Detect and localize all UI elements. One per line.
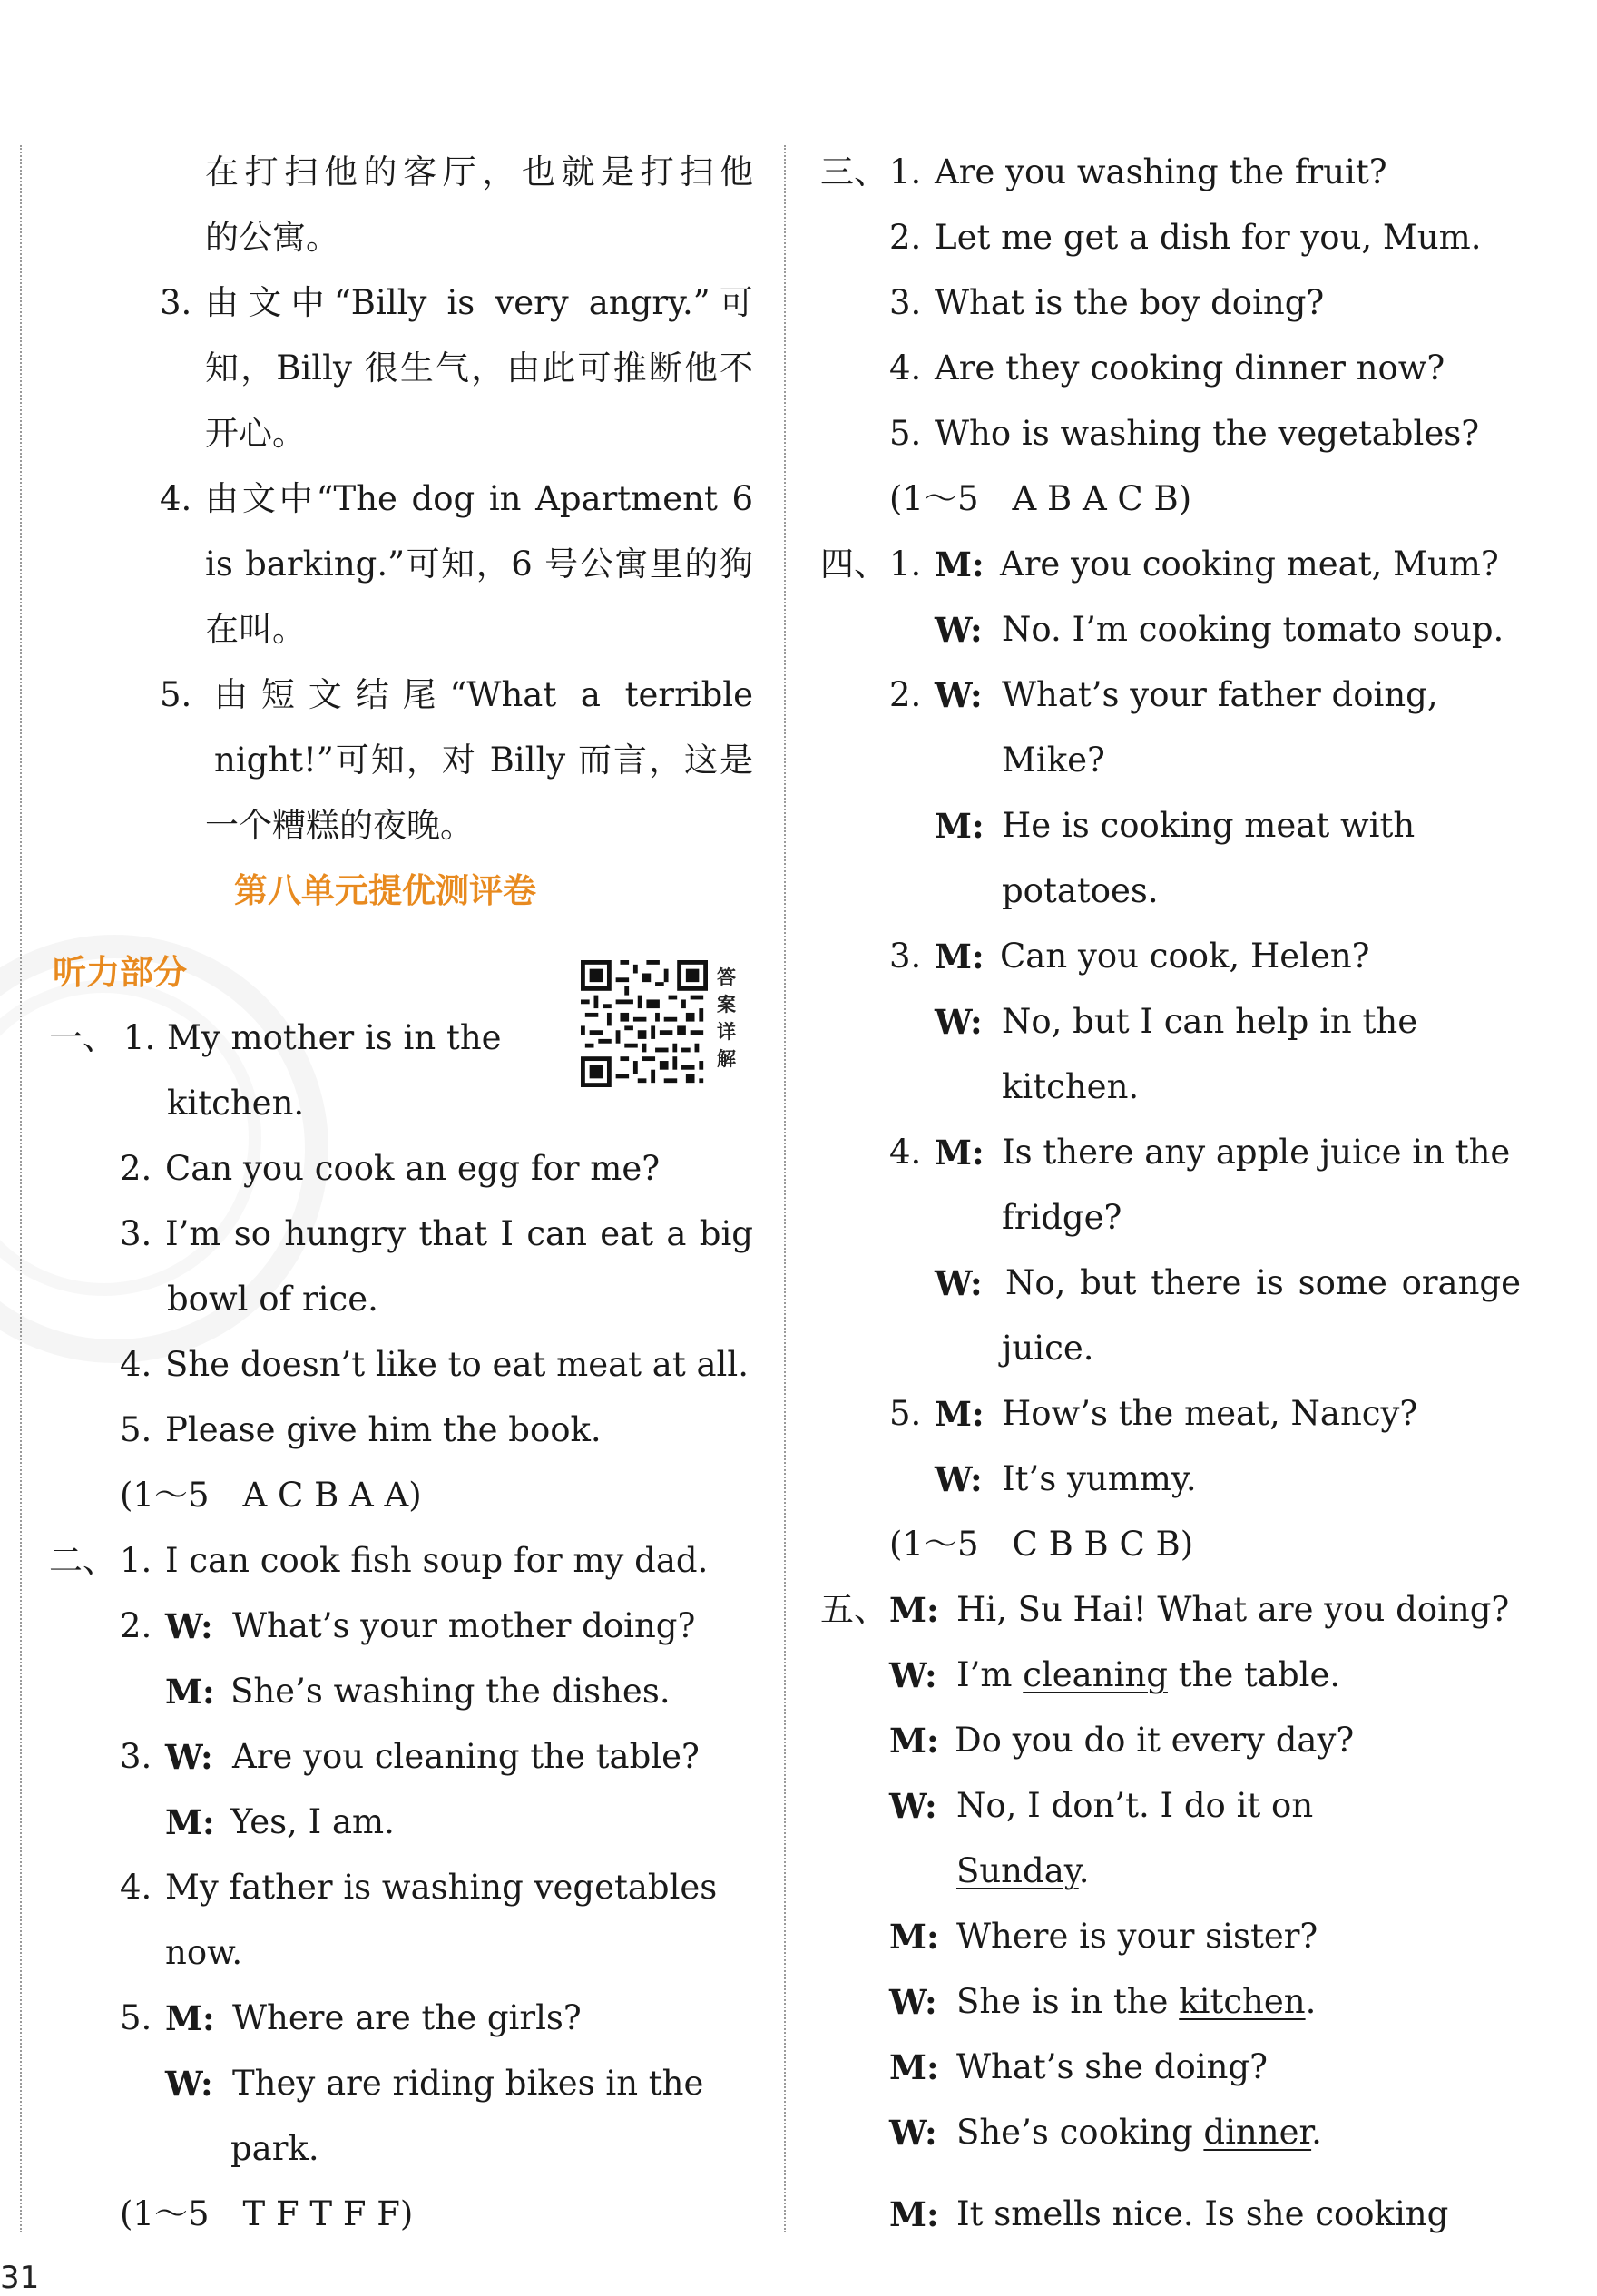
script-line: Do you do it every day? — [955, 1721, 1355, 1760]
item-number: 5. — [120, 1998, 152, 2037]
answer-key: (1～5 A B A C B) — [889, 479, 1192, 518]
section-marker: 五、 — [820, 1590, 887, 1629]
answer-key: (1～5 A C B A A) — [120, 1476, 422, 1515]
item-number: 2. — [889, 675, 922, 714]
item-number: 3. — [889, 283, 922, 322]
script-line: Yes, I am. — [230, 1802, 395, 1841]
script-line: What’s your father doing, — [1002, 675, 1438, 714]
script-line: Is there any apple juice in the — [1002, 1133, 1511, 1172]
script-line: No, but there is some orange — [1005, 1263, 1521, 1302]
item-number: 5. — [889, 414, 922, 453]
speaker-label: W: — [889, 1655, 937, 1695]
item-number: 5. — [160, 675, 192, 714]
item-number: 5. — [120, 1410, 152, 1449]
script-line: kitchen. — [1002, 1067, 1140, 1106]
section-marker: 一、 — [49, 1018, 116, 1057]
item-number: 3. — [160, 283, 192, 322]
script-line: bowl of rice. — [167, 1280, 378, 1319]
answer-key: (1～5 T F T F F) — [120, 2194, 414, 2233]
explanation-line: 知，Billy 很生气，由此可推断他不 — [205, 348, 753, 388]
script-line: Are you washing the fruit? — [935, 152, 1387, 191]
speaker-label: M: — [165, 1802, 215, 1842]
speaker-label: W: — [935, 1263, 983, 1303]
item-number: 1. — [123, 1018, 156, 1057]
item-number: 1. — [889, 545, 922, 584]
script-line: Please give him the book. — [165, 1410, 602, 1449]
item-number: 1. — [889, 152, 922, 191]
item-number: 2. — [120, 1149, 152, 1188]
speaker-label: W: — [889, 1982, 937, 2022]
speaker-label: W: — [889, 1786, 937, 1826]
item-number: 2. — [120, 1606, 152, 1645]
script-line: Mike? — [1002, 741, 1105, 780]
script-line: How’s the meat, Nancy? — [1002, 1394, 1418, 1433]
explanation-line: is barking.”可知，6 号公寓里的狗 — [205, 545, 753, 584]
script-line: Hi, Su Hai! What are you doing? — [956, 1590, 1510, 1629]
script-line: They are riding bikes in the — [232, 2064, 704, 2103]
script-line: He is cooking meat with — [1002, 806, 1416, 845]
speaker-label: M: — [889, 1917, 939, 1957]
explanation-line: 由文中“Billy is very angry.”可 — [205, 283, 753, 322]
explanation-line: 由文中“The dog in Apartment 6 — [205, 479, 753, 518]
explanation-line: 开心。 — [205, 414, 306, 453]
script-line: She’s washing the dishes. — [230, 1672, 671, 1711]
speaker-label: M: — [889, 1590, 939, 1630]
speaker-label: W: — [935, 1002, 983, 1042]
script-line: Who is washing the vegetables? — [935, 414, 1480, 453]
script-line: What is the boy doing? — [935, 283, 1325, 322]
speaker-label: W: — [935, 1459, 983, 1499]
speaker-label: M: — [935, 1133, 985, 1173]
speaker-label: M: — [935, 545, 985, 584]
section-marker: 三、 — [820, 152, 887, 191]
script-line: She doesn’t like to eat meat at all. — [165, 1345, 749, 1384]
script-line: Sunday. — [956, 1851, 1090, 1890]
script-line: It’s yummy. — [1002, 1459, 1197, 1498]
speaker-label: M: — [889, 2194, 939, 2234]
item-number: 5. — [889, 1394, 922, 1433]
blank-answer: Sunday — [956, 1851, 1079, 1890]
script-line: She is in the kitchen. — [956, 1982, 1317, 2021]
explanation-line: 由短文结尾“What a terrible — [214, 675, 753, 714]
script-line: She’s cooking dinner. — [956, 2113, 1322, 2152]
script-line: Can you cook an egg for me? — [165, 1149, 661, 1188]
script-line: kitchen. — [167, 1084, 305, 1123]
page-number: 31 — [0, 2260, 40, 2296]
speaker-label: M: — [889, 2047, 939, 2087]
item-number: 1. — [120, 1541, 152, 1580]
script-line: Are you cooking meat, Mum? — [1000, 545, 1499, 584]
script-line: My father is washing vegetables — [165, 1868, 718, 1907]
answer-key: (1～5 C B B C B) — [889, 1525, 1194, 1564]
script-line: It smells nice. Is she cooking — [956, 2194, 1449, 2233]
item-number: 4. — [160, 479, 192, 518]
script-line: I’m cleaning the table. — [956, 1655, 1341, 1694]
listening-section-title: 听力部分 — [53, 953, 187, 992]
speaker-label: W: — [889, 2113, 937, 2153]
item-number: 3. — [889, 937, 922, 976]
section-marker: 二、 — [49, 1541, 116, 1580]
script-line: Are they cooking dinner now? — [935, 348, 1445, 388]
script-line: I can cook fish soup for my dad. — [165, 1541, 709, 1580]
item-number: 4. — [120, 1345, 152, 1384]
script-line: What’s she doing? — [956, 2047, 1268, 2086]
script-line: juice. — [1002, 1329, 1094, 1368]
speaker-label: M: — [935, 937, 985, 976]
item-number: 4. — [889, 1133, 922, 1172]
item-number: 3. — [120, 1214, 152, 1253]
script-line: potatoes. — [1002, 871, 1159, 910]
item-number: 4. — [120, 1868, 152, 1907]
unit-test-title: 第八单元提优测评卷 — [234, 871, 536, 910]
speaker-label: W: — [935, 610, 983, 650]
script-line: What’s your mother doing? — [232, 1606, 696, 1645]
script-line: No, but I can help in the — [1002, 1002, 1418, 1041]
script-line: Can you cook, Helen? — [1000, 937, 1370, 976]
speaker-label: M: — [889, 1721, 939, 1761]
qr-code-icon[interactable] — [581, 960, 708, 1087]
column-divider-dotted-rule — [784, 145, 786, 2232]
explanation-line: 的公寓。 — [205, 218, 339, 257]
explanation-line: night!”可知，对 Billy 而言，这是 — [214, 741, 753, 780]
speaker-label: M: — [935, 1394, 985, 1434]
speaker-label: W: — [165, 1606, 213, 1646]
speaker-label: M: — [165, 1672, 215, 1712]
explanation-line: 在打扫他的客厅，也就是打扫他 — [205, 152, 753, 191]
script-line: No. I’m cooking tomato soup. — [1002, 610, 1504, 649]
qr-code-label: 答案详解 — [717, 966, 736, 1070]
speaker-label: M: — [165, 1998, 215, 2038]
script-line: My mother is in the — [167, 1018, 502, 1057]
script-line: I’m so hungry that I can eat a big — [165, 1214, 753, 1253]
speaker-label: W: — [935, 675, 983, 715]
script-line: Where are the girls? — [232, 1998, 582, 2037]
blank-answer: cleaning — [1023, 1655, 1168, 1694]
blank-answer: dinner — [1203, 2113, 1312, 2152]
speaker-label: W: — [165, 1737, 213, 1777]
script-line: Let me get a dish for you, Mum. — [935, 218, 1482, 257]
script-line: park. — [230, 2129, 319, 2168]
item-number: 2. — [889, 218, 922, 257]
explanation-line: 一个糟糕的夜晚。 — [205, 806, 474, 845]
script-line: Are you cleaning the table? — [232, 1737, 700, 1776]
left-margin-dotted-rule — [20, 145, 22, 2232]
script-line: fridge? — [1002, 1198, 1122, 1237]
script-line: Where is your sister? — [956, 1917, 1318, 1956]
item-number: 3. — [120, 1737, 152, 1776]
item-number: 4. — [889, 348, 922, 388]
section-marker: 四、 — [820, 545, 887, 584]
script-line: No, I don’t. I do it on — [956, 1786, 1314, 1825]
blank-answer: kitchen — [1179, 1982, 1306, 2021]
speaker-label: M: — [935, 806, 985, 846]
explanation-line: 在叫。 — [205, 610, 306, 649]
script-line: now. — [165, 1933, 243, 1972]
speaker-label: W: — [165, 2064, 213, 2104]
